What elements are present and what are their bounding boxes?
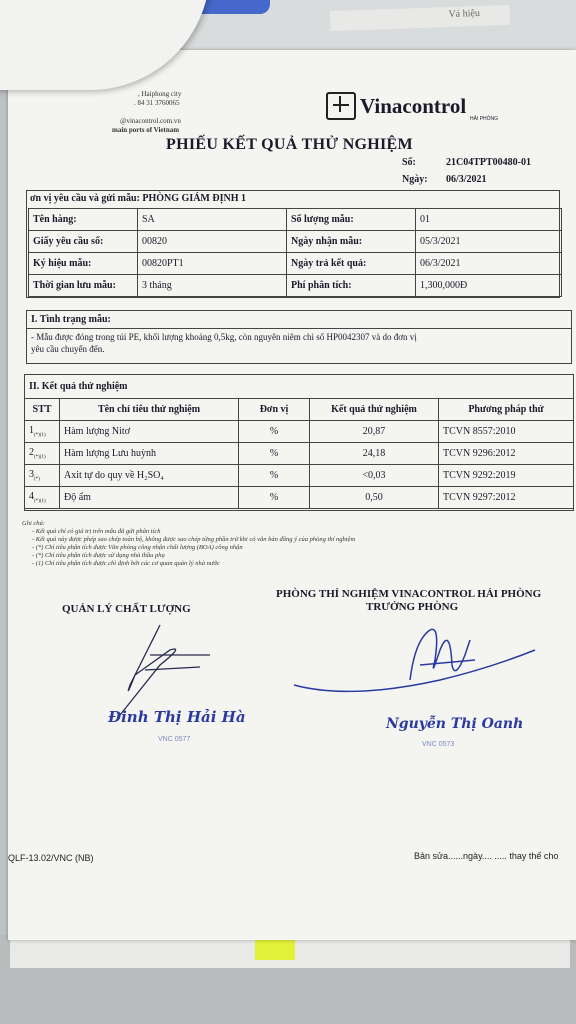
column-header: Kết quả thử nghiệm	[310, 399, 439, 421]
stt-sub: (*)(1)	[34, 499, 46, 504]
stt-sub: (*)	[34, 477, 40, 482]
unit: %	[239, 443, 310, 465]
right-sign-title: PHÒNG THÍ NGHIỆM VINACONTROL HẢI PHÒNG	[276, 588, 542, 600]
test-name: Hàm lượng Nitơ	[60, 421, 239, 443]
address-block	[112, 90, 181, 135]
section1-line: yêu cầu chuyển đến.	[31, 344, 105, 354]
so-label: Số:	[402, 157, 416, 168]
logo-sub: HẢI PHÒNG	[470, 116, 499, 122]
address-line: , Haiphong city	[138, 90, 182, 98]
note-line: - Kết quả này được phép sao chép toàn bộ, không được sao chép từng phần trừ khi có văn bản đồng ý của phòng thí nghiệm	[32, 536, 356, 543]
cell-label: Ngày trả kết quả:	[287, 253, 416, 275]
cell-label: Giấy yêu cầu số:	[29, 231, 138, 253]
notes	[22, 520, 562, 568]
unit: %	[239, 487, 310, 509]
table-header-row	[25, 399, 574, 421]
column-header: Tên chỉ tiêu thử nghiệm	[60, 399, 239, 421]
so-value: 21C04TPT00480-01	[446, 157, 531, 168]
right-sign-subtitle: TRƯỞNG PHÒNG	[366, 601, 459, 613]
table-row	[25, 487, 574, 509]
stt: 3	[29, 469, 34, 480]
cell-value: 3 tháng	[138, 275, 287, 297]
table-row	[29, 231, 562, 253]
table-row	[29, 275, 562, 297]
under-sheet-text: Vá hiệu	[448, 7, 481, 20]
ngay-value: 06/3/2021	[446, 174, 487, 185]
column-header: Phương pháp thử	[439, 399, 574, 421]
note-line: - (*) Chỉ tiêu phân tích được sử dụng nhà thầu phụ	[32, 552, 165, 559]
cell-label: Ngày nhận mẫu:	[287, 231, 416, 253]
cell-label: Phí phân tích:	[287, 275, 416, 297]
logo-text: Vinacontrol	[360, 93, 467, 118]
left-sign-title: QUẢN LÝ CHẤT LƯỢNG	[62, 603, 191, 615]
revision-note: Bản sửa......ngày.... ..... thay thế cho	[414, 851, 559, 861]
stt: 1	[29, 425, 34, 436]
note-line: - (1) Chỉ tiêu phân tích được chỉ định bởi các cơ quan quản lý nhà nước	[32, 560, 220, 567]
test-name: Độ ẩm	[60, 487, 239, 509]
document-title: PHIẾU KẾT QUẢ THỬ NGHIỆM	[166, 136, 413, 153]
unit: %	[239, 465, 310, 487]
results-table	[24, 398, 574, 509]
table-row	[25, 465, 574, 487]
cell-value: 01	[416, 209, 562, 231]
stt: 2	[29, 447, 34, 458]
sample-status-box	[26, 310, 572, 364]
unit: %	[239, 421, 310, 443]
section2-title: II. Kết quả thử nghiệm	[29, 381, 128, 392]
requester: ơn vị yêu cầu và gửi mẫu: PHÒNG GIÁM ĐỊNH 1	[30, 193, 246, 204]
right-signer-code: VNC 0573	[422, 741, 455, 748]
form-code: QLF-13.02/VNC (NB)	[8, 853, 94, 863]
right-signature	[290, 620, 540, 710]
cell-value: 06/3/2021	[416, 253, 562, 275]
section1-title: I. Tình trạng mẫu:	[31, 314, 111, 325]
left-signer-code: VNC 0577	[158, 736, 191, 743]
cell-label: Thời gian lưu mẫu:	[29, 275, 138, 297]
table-row	[25, 421, 574, 443]
stt: 4	[29, 491, 34, 502]
table-row	[29, 253, 562, 275]
test-name: Axit tự do quy về H₂SO₄	[60, 465, 239, 487]
notes-title: Ghi chú:	[22, 520, 45, 527]
table-row	[29, 209, 562, 231]
note-line: - (*) Chỉ tiêu phân tích được Văn phòng công nhận chất lượng (BOA) công nhận	[32, 544, 243, 551]
table-row	[25, 443, 574, 465]
cell-label: Ký hiệu mẫu:	[29, 253, 138, 275]
column-header: Đơn vị	[239, 399, 310, 421]
result: 24,18	[310, 443, 439, 465]
right-signer-name: Nguyễn Thị Oanh	[386, 716, 524, 732]
ngay-label: Ngày:	[402, 174, 428, 185]
scale-icon	[326, 92, 356, 120]
cell-value: 00820	[138, 231, 287, 253]
column-header: STT	[25, 399, 60, 421]
method: TCVN 9296:2012	[439, 443, 574, 465]
info-table	[28, 208, 562, 297]
result: 0,50	[310, 487, 439, 509]
cell-value: 00820PT1	[138, 253, 287, 275]
left-signer-name: Đinh Thị Hải Hà	[108, 708, 246, 726]
cell-label: Số lượng mẫu:	[287, 209, 416, 231]
result: 20,87	[310, 421, 439, 443]
cell-label: Tên hàng:	[29, 209, 138, 231]
cell-value: 05/3/2021	[416, 231, 562, 253]
cell-value: SA	[138, 209, 287, 231]
address-line: . 84 31 3760065	[134, 99, 180, 107]
method: TCVN 9292:2019	[439, 465, 574, 487]
section1-line: - Mẫu được đóng trong túi PE, khối lượng khoảng 0,5kg, còn nguyên niêm chì số HP0042307 và do đơn vị	[31, 332, 417, 342]
stt-sub: (*)(1)	[34, 455, 46, 460]
note-line: - Kết quả chỉ có giá trị trên mẫu đã gửi phân tích	[32, 528, 161, 535]
address-line: main ports of Vietnam	[112, 126, 180, 134]
result: <0,03	[310, 465, 439, 487]
test-name: Hàm lượng Lưu huỳnh	[60, 443, 239, 465]
address-line: @vinacontrol.com.vn	[120, 117, 181, 125]
method: TCVN 8557:2010	[439, 421, 574, 443]
method: TCVN 9297:2012	[439, 487, 574, 509]
stt-sub: (*)(1)	[34, 433, 46, 438]
company-logo	[326, 92, 466, 120]
cell-value: 1,300,000Đ	[416, 275, 562, 297]
